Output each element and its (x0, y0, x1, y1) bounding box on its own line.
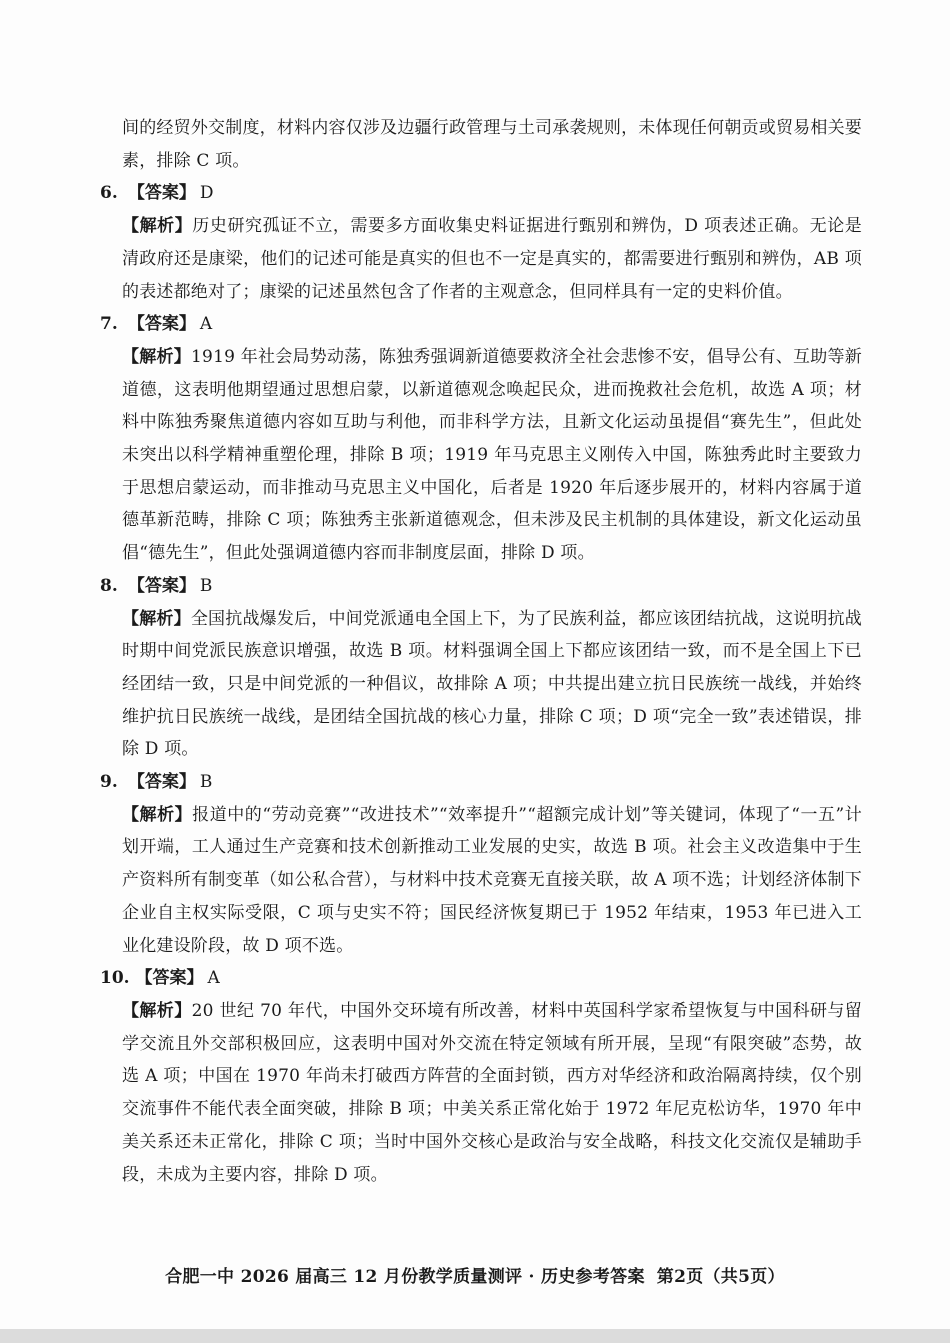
answer-value: D (199, 183, 214, 204)
explanation-label: 【解析】 (122, 804, 193, 825)
explanation-text: 20 世纪 70 年代，中国外交环境有所改善，材料中英国科学家希望恢复与中国科研与留学交流且外交部积极回应，这表明中国对外交流在特定领域有所开展，呈现“有限突破”态势，故选 A 项；中国在 1970 年尚未打破西方阵营的全面封锁，西方对华经济和政治隔离持续，仅个别交流事件不能代表全面突破，排除 B 项；中美关系正常化始于 1972 年尼克松访华，1970 年中美关系还未正常化，排除 C 项；当时中国外交核心是政治与安全战略，科技文化交流仅是辅助手段，未成为主要内容，排除 D 项。 (122, 1000, 862, 1185)
explanation-text: 报道中的“劳动竞赛”“改进技术”“效率提升”“超额完成计划”等关键词，体现了“一五”计划开端，工人通过生产竞赛和技术创新推动工业发展的史实，故选 B 项。社会主义改造集中于生产资料所有制变革（如公私合营），与材料中技术竞赛无直接关联，故 A 项不选；计划经济体制下企业自主权实际受限，C 项与史实不符；国民经济恢复期已于 1952 年结束，1953 年已进入工业化建设阶段，故 D 项不选。 (122, 804, 862, 956)
scan-bottom-edge (0, 1329, 950, 1343)
explanation-label: 【解析】 (122, 216, 193, 237)
question-number: 10. (100, 968, 130, 989)
answer-value: B (199, 772, 213, 793)
question-block-6 (100, 177, 862, 308)
question-number: 7. (100, 314, 118, 335)
question-block-10 (100, 962, 862, 1191)
answer-label: 【答案】 (127, 772, 196, 793)
question-block-9 (100, 766, 862, 962)
answer-value: B (199, 575, 213, 596)
footer-page-number: 第2页（共5页） (656, 1267, 785, 1287)
answer-value: A (199, 314, 213, 335)
question-block-8 (100, 570, 862, 766)
answer-label: 【答案】 (127, 314, 196, 335)
explanation-text: 1919 年社会局势动荡，陈独秀强调新道德要救济全社会悲惨不安，倡导公有、互助等新道德，这表明他期望通过思想启蒙，以新道德观念唤起民众，进而挽救社会危机，故选 A 项；材料中陈独秀聚焦道德内容如互助与利他，而非科学方法，且新文化运动虽提倡“赛先生”，但此处未突出以科学精神重塑伦理，排除 B 项；1919 年马克思主义刚传入中国，陈独秀此时主要致力于思想启蒙运动，而非推动马克思主义中国化，后者是 1920 年后逐步展开的，材料内容属于道德革新范畴，排除 C 项；陈独秀主张新道德观念，但未涉及民主机制的具体建设，新文化运动虽倡“德先生”，但此处强调道德内容而非制度层面，排除 D 项。 (122, 346, 862, 564)
explanation-text: 历史研究孤证不立，需要多方面收集史料证据进行甄别和辨伪，D 项表述正确。无论是清政府还是康梁，他们的记述可能是真实的但也不一定是真实的，都需要进行甄别和辨伪，AB 项的表述都绝对了；康梁的记述虽然包含了作者的主观意念，但同样具有一定的史料价值。 (122, 216, 862, 302)
question-number: 9. (100, 772, 118, 793)
answer-value: A (207, 968, 220, 989)
answer-label: 【答案】 (135, 968, 204, 989)
question-header (100, 962, 862, 995)
page-footer (0, 1262, 950, 1287)
explanation-label: 【解析】 (122, 1000, 192, 1021)
explanation-label: 【解析】 (122, 608, 191, 629)
question-number: 6. (100, 183, 118, 204)
explanation-paragraph (100, 210, 862, 308)
footer-title: 合肥一中 2026 届高三 12 月份教学质量测评 · 历史参考答案 (165, 1267, 645, 1287)
answer-label: 【答案】 (127, 183, 196, 204)
answer-label: 【答案】 (127, 575, 196, 596)
explanation-label: 【解析】 (122, 346, 192, 367)
question-header (100, 570, 862, 603)
explanation-paragraph (100, 603, 862, 767)
question-header (100, 177, 862, 210)
question-header (100, 766, 862, 799)
explanation-paragraph (100, 995, 862, 1191)
intro-continuation: 间的经贸外交制度，材料内容仅涉及边疆行政管理与土司承袭规则，未体现任何朝贡或贸易相关要素，排除 C 项。 (122, 118, 862, 171)
question-header (100, 308, 862, 341)
explanation-paragraph (100, 341, 862, 570)
explanation-text: 全国抗战爆发后，中间党派通电全国上下，为了民族利益，都应该团结抗战，这说明抗战时期中间党派民族意识增强，故选 B 项。材料强调全国上下都应该团结一致，而不是全国上下已经团结一致，只是中间党派的一种倡议，故排除 A 项；中共提出建立抗日民族统一战线，并始终维护抗日民族统一战线，是团结全国抗战的核心力量，排除 C 项；D 项“完全一致”表述错误，排除 D 项。 (122, 608, 862, 760)
answer-content (100, 112, 862, 1191)
question-block-7 (100, 308, 862, 570)
explanation-paragraph (100, 799, 862, 963)
question-number: 8. (100, 575, 118, 596)
